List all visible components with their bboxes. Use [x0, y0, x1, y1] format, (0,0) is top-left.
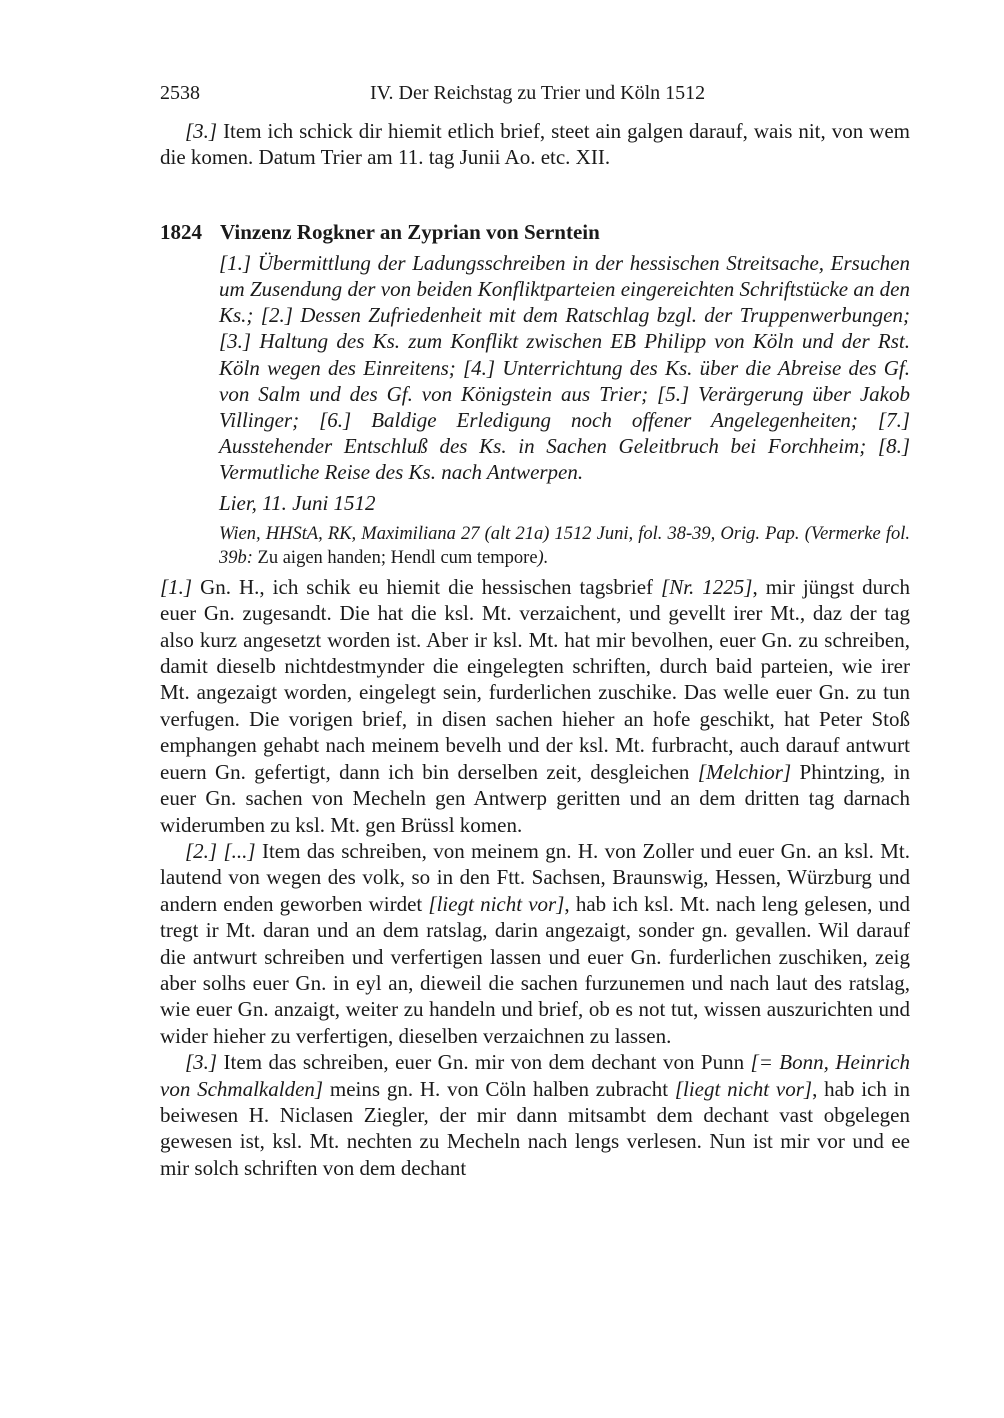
paragraph-3-editorial-note-2: [liegt nicht vor]	[674, 1076, 813, 1101]
paragraph-2-text-b: , hab ich ksl. Mt. nach leng gelesen, und tregt ir Mt. daran und an dem ratslag, darin angezaigt, sonder gn. gevallen. Wil darauf die antwurt schreiben und verfertigen lassen und euer Gn. furderlichen zuschiken, zeig aber solhs euer Gn. in eyl an, dieweil die sachen furzunemen und nach laut des ratslag, wie euer Gn. anzaigt, weiter zu handeln und brief, ob es not tut, wissen auszurichten und wider hieher zu verfertigen, dieselben verzaichnen zu lassen.	[160, 891, 911, 1048]
intro-section-marker: [3.]	[185, 119, 218, 143]
source-note	[219, 522, 910, 570]
paragraph-3-editorial-note-1: [= Bonn, Heinrich von Schmalkalden]	[160, 1050, 910, 1101]
paragraph-1-text-c: Phintzing, in euer Gn. sachen von Mecheln gen Antwerp geritten und an dem dritten tag darnach widerumben zu ksl. Mt. gen Brüssl komen.	[160, 759, 911, 837]
source-note-remark-1: Zu aigen handen	[257, 547, 381, 568]
source-archive: Wien, HHStA, RK, Maximiliana 27 (alt 21a) 1512 Juni, fol. 38-39, Orig. Pap. (Vermerke fol. 39b:	[219, 523, 910, 568]
running-title: IV. Der Reichstag zu Trier und Köln 1512	[370, 82, 706, 104]
source-note-remark-2: Hendl cum tempore	[390, 547, 538, 568]
intro-text: Item ich schick dir hiemit etlich brief, steet ain galgen darauf, wais nit, von wem die komen. Datum Trier am 11. tag Junii Ao. etc. XII.	[160, 119, 910, 170]
paragraph-2	[160, 838, 910, 1049]
paragraph-3-text-c: , hab ich in beiwesen H. Niclasen Ziegler, der mir dann mitsambt dem dechant vast obgelegen gewesen ist, ksl. Mt. nechten zu Mecheln nach lengs verlesen. Nun ist mir vor und ee mir solch schriften von dem dechant	[160, 1076, 911, 1180]
document-heading	[160, 218, 910, 246]
intro-paragraph	[160, 118, 910, 171]
paragraph-1-editorial-note: [Melchior]	[697, 759, 792, 784]
document-summary: [1.] Übermittlung der Ladungsschreiben in der hessischen Streitsache, Ersuchen um Zusendung der von beiden Konfliktparteien eingereichten Schriftstücke an den Ks.; [2.] Dessen Zufriedenheit mit dem Ratschlag bzgl. der Truppenwerbungen; [3.] Haltung des Ks. zum Konflikt zwischen EB Philipp von Köln und der Rst. Köln wegen des Einreitens; [4.] Unterrichtung des Ks. über die Abreise des Gf. von Salm und des Gf. von Königstein aus Trier; [5.] Verärgerung über Jakob Villinger; [6.] Baldige Erledigung noch offener Angelegenheiten; [7.] Ausstehender Entschluß des Ks. in Sachen Geleitbruch bei Forchheim; [8.] Vermutliche Reise des Ks. nach Antwerpen.	[219, 250, 910, 485]
paragraph-3-marker: [3.]	[185, 1050, 218, 1075]
paragraph-1-marker: [1.]	[160, 574, 193, 599]
paragraph-2-editorial-note: [liegt nicht vor]	[428, 891, 565, 916]
dateline: Lier, 11. Juni 1512	[219, 490, 376, 515]
running-head	[160, 78, 910, 108]
paragraph-3-text-b: meins gn. H. von Cöln halben zubracht	[323, 1076, 675, 1101]
document-page	[160, 78, 910, 1181]
paragraph-3-text-a: Item das schreiben, euer Gn. mir von dem dechant von Punn	[217, 1050, 751, 1075]
paragraph-3	[160, 1049, 910, 1181]
paragraph-1-text-b: , mir jüngst durch euer Gn. zugesandt. Die hat die ksl. Mt. verzaichent, und gevellt irer Mt., daz der tag also kurz angesetzt worden ist. Aber ir ksl. Mt. hat mir bevolhen, euer Gn. zu schreiben, damit dieselb nichtdestmynder die eingelegten schriften, durch baid parteien, wie irer Mt. angezaigt worden, eingelegt sein, furderlichen zuschike. Das welle euer Gn. zu tun verfugen. Die vorigen brief, in disen sachen hieher an hofe geschikt, hat Peter Stoß emphangen gehabt nach meinem bevelh und der ksl. Mt. furbracht, auch darauf antwurt euern Gn. gefertigt, dann ich bin derselben zeit, desgleichen	[160, 574, 910, 784]
paragraph-1-text-a: Gn. H., ich schik eu hiemit die hessischen tagsbrief	[192, 574, 662, 599]
source-note-closing: ).	[537, 547, 549, 568]
paragraph-2-text-a: Item das schreiben, von meinem gn. H. von Zoller und euer Gn. an ksl. Mt. lautend von wegen des volk, so in den Ftt. Sachsen, Braunswig, Hessen, Würzburg und andern enden geworben wirdet	[160, 838, 910, 916]
document-number: 1824	[160, 219, 202, 244]
paragraph-2-marker: [2.] [...]	[185, 838, 256, 863]
paragraph-1-reference: [Nr. 1225]	[661, 574, 753, 599]
paragraph-1	[160, 574, 910, 838]
document-title: Vinzenz Rogkner an Zyprian von Serntein	[220, 219, 600, 244]
source-note-separator: ;	[380, 547, 391, 568]
document-regest	[219, 250, 910, 570]
page-number: 2538	[160, 82, 200, 104]
